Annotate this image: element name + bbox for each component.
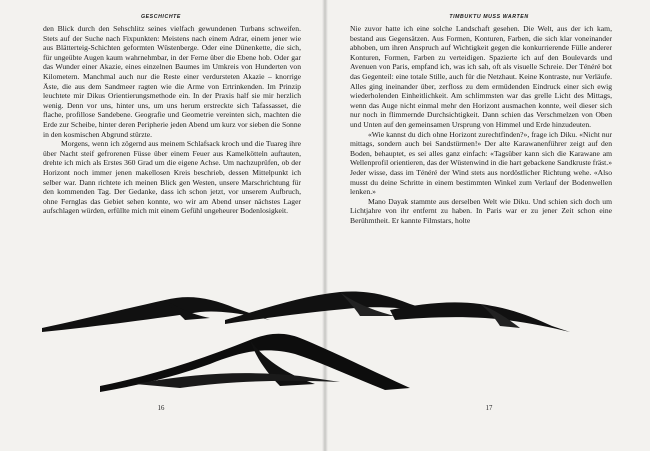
page-number-right: 17 (485, 405, 493, 412)
dune-illustration (40, 280, 610, 400)
running-head-right: TIMBUKTU MUSS WARTEN (449, 14, 529, 20)
paragraph: «Wie kannst du dich ohne Horizont zurechtfinden?», frage ich Diku. «Nicht nur mittags, sondern auch bei Sandstürmen!» Der alte Karawanenführer zeigt auf den Boden, behauptet, es sei alles ganz einfach: «Tagsüber kann sich die Karawane am Wellenprofil orientieren, das der Wüstenwind in die hart gebackene Sandkruste fräst.» Jeder wisse, dass im Ténéré der Wind stets aus nordöstlicher Richtung wehe. «Also musst du deine Schritte in einem bestimmten Winkel zum Verlauf der Bodenwellen lenken.» (350, 129, 612, 197)
running-head-left: GESCHICHTE (140, 14, 181, 20)
paragraph: Mano Dayak stammte aus derselben Welt wie Diku. Und schien sich doch um Lichtjahre von ihr entfernt zu haben. In Paris war er zu jener Zeit schon eine Berühmtheit. Er kannte Filmstars, holte (350, 196, 612, 225)
page-number-left: 16 (157, 405, 165, 412)
right-page-text (350, 24, 612, 225)
paragraph: Morgens, wenn ich zögernd aus meinem Schlafsack kroch und die Tuareg ihre über Nacht steif gefrorenen Füsse über einem Feuer aus Kamelkötteln auftauten, drehte ich mich als Erstes 360 Grad um die eigene Achse. Um nachzuprüfen, ob der Horizont noch immer jenen makellosen Kreis beschrieb, dessen Mittelpunkt ich selber war. Dann richtete ich meinen Blick gen Westen, unsere Marschrichtung für den kommenden Tag. Der Gedanke, dass ich schon jetzt, vor unserem Aufbruch, ohne Fernglas das Gebiet sehen konnte, wo wir am Abend unser nächstes Lager aufschlagen würden, erfüllte mich mit einem Gefühl ungeheurer Bodenlosigkeit. (43, 139, 301, 216)
paragraph: den Blick durch den Sehschlitz seines vielfach gewundenen Turbans schweifen. Stets auf der Suche nach Fixpunkten: Meistens nach einem Adrar, einem jener wie aus Blätterteig-Schichten geformten Wüstenberge. Oder eine Dünenkette, die sich, für ungeübte Augen kaum wahrnehmbar, in der Ferne über die Ebene hob. Oder gar das Wunder einer Akazie, eines einzelnen Baumes im Umkreis von Hunderten von Kilometern. Manchmal auch nur die Reste einer verdursteten Akazie – knorrige Äste, die aus dem Sandmeer ragten wie die Arme von Ertrinkenden. Im Prinzip leuchtete mir Dikus Orientierungsmethode ein. In der Praxis half sie mir herzlich wenig. Denn vor uns, hinter uns, um uns herum erstreckte sich Tafassasset, die flache, profillose Sandebene. Geografie und Geometrie vereinten sich, machten die Erde zur Scheibe, hinter deren Peripherie jeden Abend um kurz vor sieben die Sonne in den kosmischen Abgrund stürzte. (43, 24, 301, 139)
left-page-text (43, 24, 301, 216)
paragraph: Nie zuvor hatte ich eine solche Landschaft gesehen. Die Welt, aus der ich kam, bestand aus Gegensätzen. Aus Formen, Konturen, Farben, die sich klar voneinander abhoben, um ihren Anspruch auf Wichtigkeit gegen die konkurrierende Fülle anderer Konturen, Formen, Farben zu verteidigen. Spazierte ich auf den Boulevards und Avenuen von Paris, empfand ich, was ich sah, oft als visuelle Schreie. Der Ténéré bot das Gegenteil: eine totale Stille, auch für die Netzhaut. Keine Kontraste, nur Verläufe. Alles ging ineinander über, zerfloss zu dem ermüdenden Eindruck einer sich ewig wiederholenden Einheitlichkeit. Am schlimmsten war das grelle Licht des Mittags, wenn das Auge nicht einmal mehr den Horizont ausmachen konnte, weil dieser sich nur noch in flimmernde Durchsichtigkeit. Dann schien das Verschmelzen von Oben und Unten auf den gemeinsamen Ursprung von Himmel und Erde hinzudeuten. (350, 24, 612, 129)
